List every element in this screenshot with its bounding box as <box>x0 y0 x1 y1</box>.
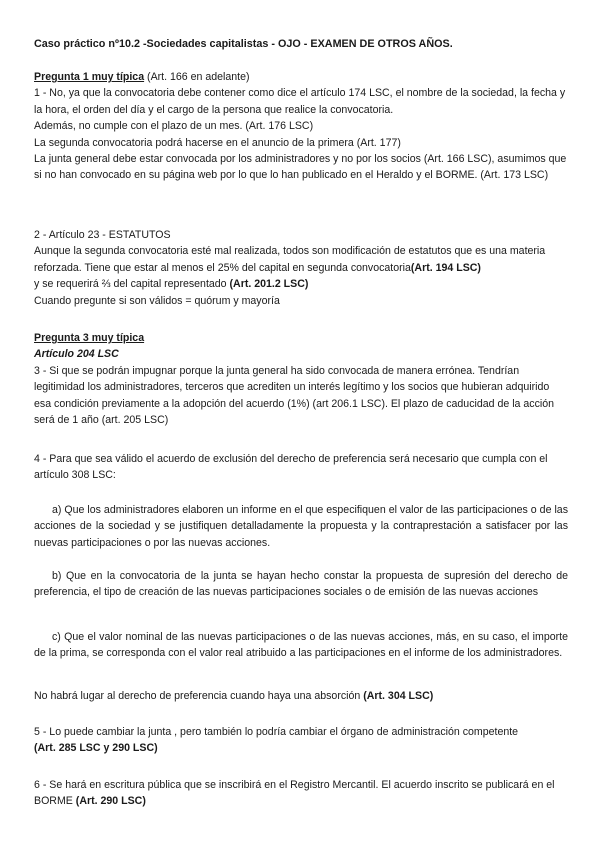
q1-heading: Pregunta 1 muy típica <box>34 71 145 83</box>
q4-item-c: c) Que el valor nominal de las nuevas participaciones o de las nuevas acciones, más, en su caso, el importe de la prima, se corresponda con el valor real atribuido a las participaciones en el informe de los administradores. <box>34 631 568 660</box>
q6-text: 6 - Se hará en escritura pública que se inscribirá en el Registro Mercantil. El acuerdo inscrito se publicará en el BORME <box>34 779 555 808</box>
question-5 <box>34 724 568 757</box>
q1-paragraph-2: Además, no cumple con el plazo de un mes. (Art. 176 LSC) <box>34 120 314 133</box>
q1-paragraph-3: La segunda convocatoria podrá hacerse en el anuncio de la primera (Art. 177) <box>34 136 401 149</box>
q2-heading: 2 - Artículo 23 - ESTATUTOS <box>34 229 171 241</box>
q4-final <box>34 688 568 704</box>
q2-p1-ref: (Art. 194 LSC) <box>410 261 481 274</box>
q5-ref: (Art. 285 LSC y 290 LSC) <box>34 742 158 755</box>
q1-paragraph-1: 1 - No, ya que la convocatoria debe contener como dice el artículo 174 LSC, el nombre de la sociedad, la fecha y la hora, el orden del día y el cargo de la persona que realice la convocatoria. <box>34 87 566 116</box>
question-6 <box>34 777 568 810</box>
q2-p2-text: y se requerirá ⅔ del capital representado <box>34 278 230 291</box>
q4-final-ref: (Art. 304 LSC) <box>363 690 434 702</box>
question-3 <box>34 330 568 428</box>
question-1 <box>34 69 568 184</box>
q3-heading: Pregunta 3 muy típica <box>34 332 145 344</box>
q2-paragraph-1 <box>34 243 568 276</box>
q3-subheading: Artículo 204 LSC <box>34 348 119 361</box>
q2-p2-ref: (Art. 201.2 LSC) <box>229 278 309 291</box>
question-2 <box>34 227 568 309</box>
q2-p1-text: Aunque la segunda convocatoria esté mal realizada, todos son modificación de estatutos que es una materia reforzada. Tiene que estar al menos el 25% del capital en segunda convocatoria <box>34 245 546 274</box>
q6-ref: (Art. 290 LSC) <box>75 795 146 808</box>
q2-paragraph-2 <box>34 276 568 292</box>
q4-final-text: No habrá lugar al derecho de preferencia cuando haya una absorción <box>34 690 364 702</box>
q5-text: 5 - Lo puede cambiar la junta , pero también lo podría cambiar el órgano de administración competente <box>34 726 519 738</box>
q4-item-a: a) Que los administradores elaboren un informe en el que especifiquen el valor de las participaciones o de las acciones de la sociedad y se justifiquen detalladamente la propuesta y la contraprestación a satisfacer por las nuevas participaciones o por las nuevas acciones. <box>34 504 568 549</box>
q4-item-b: b) Que en la convocatoria de la junta se hayan hecho constar la propuesta de supresión del derecho de preferencia, el tipo de creación de las nuevas participaciones sociales o de emisión de las nuevas acciones <box>34 570 568 599</box>
question-4-intro: 4 - Para que sea válido el acuerdo de exclusión del derecho de preferencia será necesario que cumpla con el artículo 308 LSC: <box>34 453 548 482</box>
q1-heading-line <box>34 69 568 85</box>
q1-heading-note: (Art. 166 en adelante) <box>144 71 250 83</box>
document-title: Caso práctico nº10.2 -Sociedades capitalistas - OJO - EXAMEN DE OTROS AÑOS. <box>34 38 453 50</box>
q3-paragraph: 3 - Si que se podrán impugnar porque la junta general ha sido convocada de manera errónea. Tendrían legitimidad los administradores, terceros que acrediten un interés legítimo y los socios que hubieran adquirido esa condición previamente a la adopción del acuerdo (1%) (art 206.1 LSC). El plazo de caducidad de la acción será de 1 año (art. 205 LSC) <box>34 364 554 427</box>
q1-paragraph-4: La junta general debe estar convocada por los administradores y no por los socios (Art. 166 LSC), asumimos que si no han convocado en su página web por lo que lo han publicado en el Heraldo y el BORME. (Art. 173 LSC) <box>34 153 567 182</box>
q2-paragraph-3: Cuando pregunte si son válidos = quórum y mayoría <box>34 294 280 307</box>
